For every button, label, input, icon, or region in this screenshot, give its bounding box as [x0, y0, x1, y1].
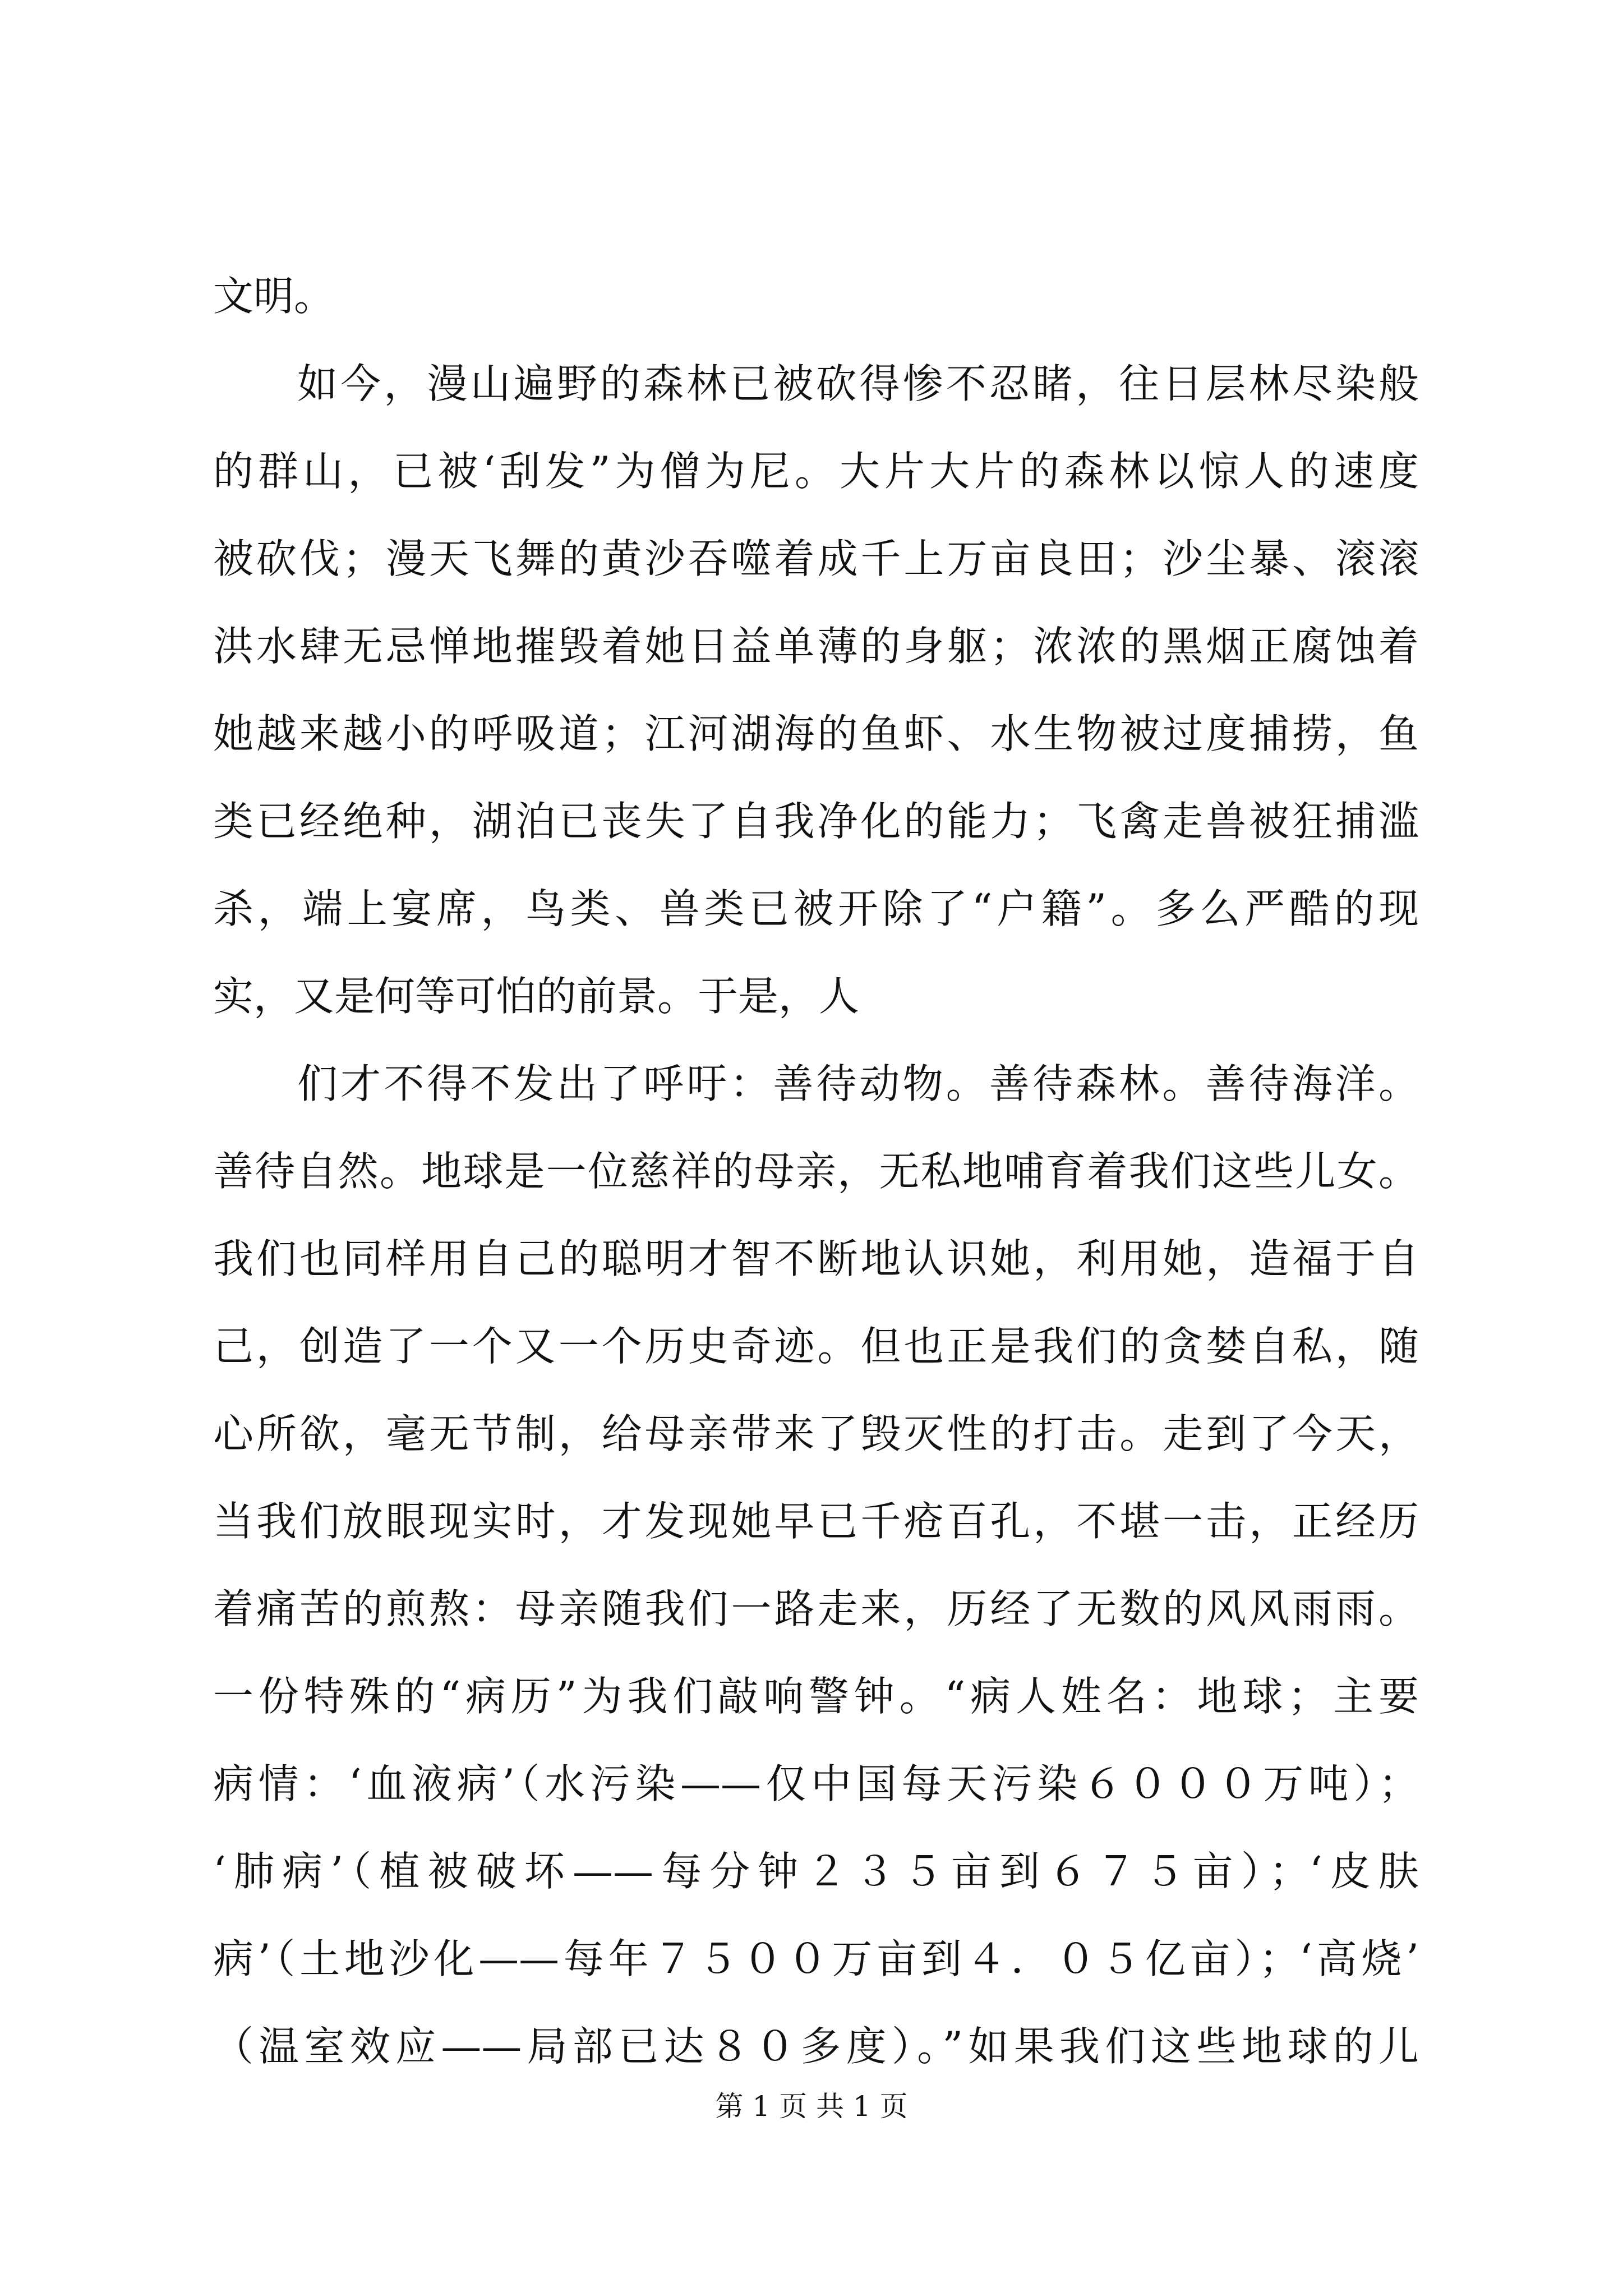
text-line: 着痛苦的煎熬：母亲随我们一路走来，历经了无数的风风雨雨。	[213, 1585, 1419, 1632]
text-line: 实，又是何等可怕的前景。于是，人	[213, 973, 860, 1020]
text-line: 被砍伐；漫天飞舞的黄沙吞噬着成千上万亩良田；沙尘暴、滚滚	[213, 535, 1419, 582]
text-line: 洪水肆无忌惮地摧毁着她日益单薄的身躯；浓浓的黑烟正腐蚀着	[213, 623, 1419, 670]
text-line: 她越来越小的呼吸道；江河湖海的鱼虾、水生物被过度捕捞，鱼	[213, 710, 1419, 757]
text-line: 心所欲，毫无节制，给母亲带来了毁灭性的打击。走到了今天，	[213, 1410, 1419, 1457]
text-line: 病情：‘血液病’（水污染——仅中国每天污染６０００万吨）；	[213, 1760, 1419, 1807]
text-line: 杀，端上宴席，鸟类、兽类已被开除了“户籍”。多么严酷的现	[213, 885, 1419, 932]
text-line: 如今，漫山遍野的森林已被砍得惨不忍睹，往日层林尽染般	[297, 360, 1419, 407]
text-line: 文明。	[213, 273, 335, 320]
text-line: 我们也同样用自己的聪明才智不断地认识她，利用她，造福于自	[213, 1235, 1419, 1282]
page-footer: 第 1 页 共 1 页	[715, 2090, 908, 2123]
text-line: 善待自然。地球是一位慈祥的母亲，无私地哺育着我们这些儿女。	[213, 1148, 1419, 1195]
body-text	[213, 252, 1419, 2090]
text-line: 一份特殊的“病历”为我们敲响警钟。“病人姓名：地球；主要	[213, 1673, 1419, 1720]
text-line: 己，创造了一个又一个历史奇迹。但也正是我们的贪婪自私，随	[213, 1323, 1419, 1370]
text-line: 类已经绝种，湖泊已丧失了自我净化的能力；飞禽走兽被狂捕滥	[213, 798, 1419, 845]
text-line: （温室效应——局部已达８０多度）。”如果我们这些地球的儿	[213, 2023, 1419, 2070]
text-line: 们才不得不发出了呼吁：善待动物。善待森林。善待海洋。	[297, 1060, 1419, 1107]
text-line: 病’（土地沙化——每年７５００万亩到４．０５亿亩）；‘高烧’	[213, 1935, 1419, 1982]
text-line: ‘肺病’（植被破坏——每分钟２３５亩到６７５亩）；‘皮肤	[213, 1848, 1419, 1895]
text-line: 当我们放眼现实时，才发现她早已千疮百孔，不堪一击，正经历	[213, 1498, 1419, 1545]
text-line: 的群山，已被‘刮发”为僧为尼。大片大片的森林以惊人的速度	[213, 448, 1419, 495]
